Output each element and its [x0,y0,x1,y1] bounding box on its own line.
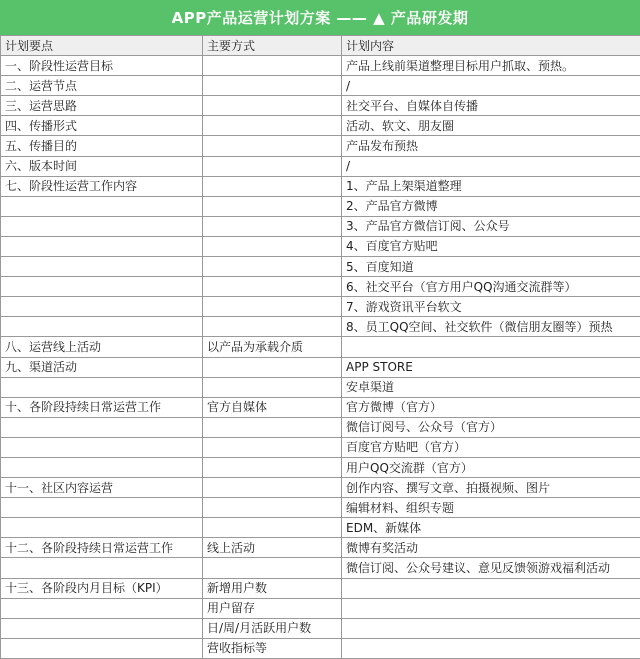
plan-table [0,35,640,659]
cell-plan-content: 1、产品上架渠道整理 [342,176,640,196]
cell-main-method [203,196,342,216]
cell-main-method [203,377,342,397]
header-key-points: 计划要点 [1,36,203,56]
cell-main-method [203,116,342,136]
cell-plan-content [342,337,640,357]
page-title: APP产品运营计划方案 —— ▲ 产品研发期 [0,0,640,35]
cell-key-point: 二、运营节点 [1,76,203,96]
table-row [1,216,640,236]
cell-key-point: 十二、各阶段持续日常运营工作 [1,538,203,558]
cell-main-method: 日/周/月活跃用户数 [203,618,342,638]
table-row [1,236,640,256]
cell-main-method [203,478,342,498]
table-row [1,397,640,417]
cell-main-method: 营收指标等 [203,638,342,658]
cell-plan-content: / [342,156,640,176]
table-row [1,437,640,457]
cell-plan-content: 安卓渠道 [342,377,640,397]
cell-plan-content [342,618,640,638]
cell-plan-content: 6、社交平台（官方用户QQ沟通交流群等） [342,277,640,297]
cell-key-point: 八、运营线上活动 [1,337,203,357]
cell-main-method [203,518,342,538]
cell-key-point [1,417,203,437]
cell-main-method [203,136,342,156]
table-row [1,457,640,477]
cell-plan-content: EDM、新媒体 [342,518,640,538]
table-row [1,498,640,518]
table-row [1,518,640,538]
cell-plan-content: 微信订阅号、公众号（官方） [342,417,640,437]
cell-plan-content: 百度官方贴吧（官方） [342,437,640,457]
cell-main-method [203,236,342,256]
cell-plan-content: APP STORE [342,357,640,377]
cell-key-point [1,257,203,277]
cell-key-point [1,277,203,297]
cell-main-method [203,176,342,196]
cell-main-method [203,216,342,236]
cell-main-method [203,498,342,518]
cell-main-method [203,277,342,297]
cell-key-point: 四、传播形式 [1,116,203,136]
table-body [1,56,640,659]
cell-key-point: 六、版本时间 [1,156,203,176]
cell-plan-content: 用户QQ交流群（官方） [342,457,640,477]
table-row [1,156,640,176]
cell-main-method: 新增用户数 [203,578,342,598]
table-row [1,558,640,578]
table-row [1,176,640,196]
cell-plan-content [342,578,640,598]
table-row [1,116,640,136]
cell-key-point: 一、阶段性运营目标 [1,56,203,76]
cell-plan-content: 8、员工QQ空间、社交软件（微信朋友圈等）预热 [342,317,640,337]
table-row [1,618,640,638]
cell-key-point [1,498,203,518]
table-row [1,417,640,437]
table-row [1,96,640,116]
cell-plan-content: 7、游戏资讯平台软文 [342,297,640,317]
cell-plan-content: 产品上线前渠道整理目标用户抓取、预热。 [342,56,640,76]
cell-main-method: 线上活动 [203,538,342,558]
cell-plan-content: 2、产品官方微博 [342,196,640,216]
cell-key-point: 十一、社区内容运营 [1,478,203,498]
cell-key-point [1,618,203,638]
cell-main-method [203,417,342,437]
cell-main-method [203,56,342,76]
cell-key-point: 五、传播目的 [1,136,203,156]
cell-plan-content: 微信订阅、公众号建议、意见反馈领游戏福利活动 [342,558,640,578]
table-row [1,538,640,558]
cell-key-point: 三、运营思路 [1,96,203,116]
table-row [1,76,640,96]
table-header-row [1,36,640,56]
cell-plan-content: 官方微博（官方） [342,397,640,417]
cell-plan-content: 4、百度官方贴吧 [342,236,640,256]
cell-main-method [203,558,342,578]
table-row [1,478,640,498]
table-row [1,638,640,658]
cell-main-method: 官方自媒体 [203,397,342,417]
header-main-method: 主要方式 [203,36,342,56]
table-row [1,297,640,317]
cell-main-method [203,357,342,377]
cell-plan-content: / [342,76,640,96]
cell-main-method: 以产品为承载介质 [203,337,342,357]
cell-plan-content: 编辑材料、组织专题 [342,498,640,518]
table-row [1,598,640,618]
cell-key-point [1,457,203,477]
cell-key-point: 七、阶段性运营工作内容 [1,176,203,196]
table-row [1,56,640,76]
cell-key-point [1,437,203,457]
table-row [1,357,640,377]
cell-main-method [203,156,342,176]
cell-main-method [203,457,342,477]
cell-plan-content: 微博有奖活动 [342,538,640,558]
table-row [1,257,640,277]
cell-main-method [203,96,342,116]
cell-key-point [1,297,203,317]
cell-main-method: 用户留存 [203,598,342,618]
table-row [1,136,640,156]
table-row [1,277,640,297]
cell-key-point [1,518,203,538]
cell-main-method [203,437,342,457]
cell-plan-content: 创作内容、撰写文章、拍摄视频、图片 [342,478,640,498]
cell-key-point: 九、渠道活动 [1,357,203,377]
cell-key-point [1,216,203,236]
cell-key-point [1,558,203,578]
cell-key-point: 十、各阶段持续日常运营工作 [1,397,203,417]
cell-main-method [203,76,342,96]
cell-key-point [1,317,203,337]
cell-main-method [203,317,342,337]
cell-plan-content [342,638,640,658]
cell-plan-content: 5、百度知道 [342,257,640,277]
table-row [1,578,640,598]
cell-main-method [203,297,342,317]
table-row [1,377,640,397]
cell-plan-content [342,598,640,618]
table-row [1,196,640,216]
table-row [1,337,640,357]
cell-plan-content: 活动、软文、朋友圈 [342,116,640,136]
table-row [1,317,640,337]
cell-key-point [1,598,203,618]
cell-key-point [1,377,203,397]
cell-key-point [1,638,203,658]
cell-key-point [1,196,203,216]
header-plan-content: 计划内容 [342,36,640,56]
cell-main-method [203,257,342,277]
cell-key-point [1,236,203,256]
cell-plan-content: 3、产品官方微信订阅、公众号 [342,216,640,236]
cell-key-point: 十三、各阶段内月目标（KPI） [1,578,203,598]
cell-plan-content: 社交平台、自媒体自传播 [342,96,640,116]
cell-plan-content: 产品发布预热 [342,136,640,156]
